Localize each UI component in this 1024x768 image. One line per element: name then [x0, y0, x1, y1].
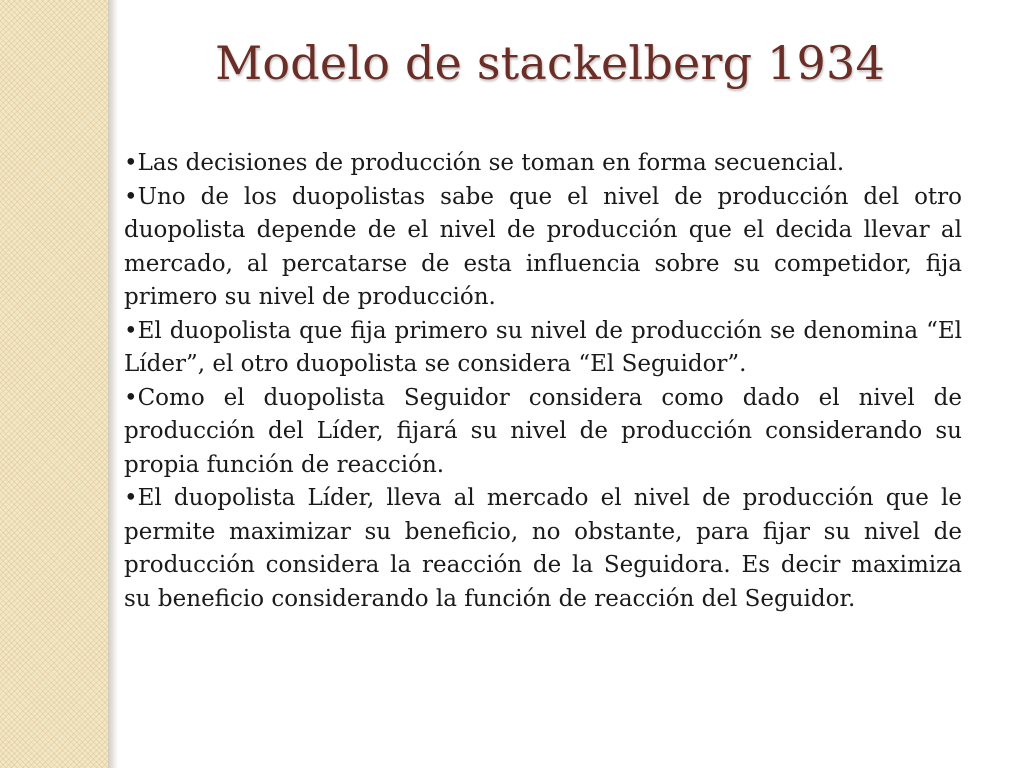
side-band-shadow — [108, 0, 118, 768]
bullet-item — [124, 482, 962, 616]
bullet-marker: • — [124, 183, 138, 210]
slide-body — [124, 147, 962, 616]
bullet-item — [124, 181, 962, 315]
bullet-text: El duopolista Líder, lleva al mercado el nivel de producción que le permite maximizar su beneficio, no obstante, para fijar su nivel de producción considera la reacción de la Seguidora. Es decir maximiza su beneficio considerando la función de reacción del Seguidor. — [124, 485, 962, 612]
bullet-text: Las decisiones de producción se toman en forma secuencial. — [137, 150, 845, 176]
bullet-marker: • — [124, 317, 138, 344]
bullet-marker: • — [124, 150, 138, 176]
bullet-item — [124, 315, 962, 382]
slide-title: Modelo de stackelberg 1934 — [215, 36, 885, 90]
bullet-text: Uno de los duopolistas sabe que el nivel de producción del otro duopolista depende de el nivel de producción que el decida llevar al mercado, al percatarse de esta influencia sobre su competidor, fija primero su nivel de producción. — [124, 183, 962, 310]
bullet-item — [124, 382, 962, 483]
bullet-text: Como el duopolista Seguidor considera como dado el nivel de producción del Líder, fijará su nivel de producción considerando su propia función de reacción. — [124, 384, 962, 478]
bullet-text: El duopolista que fija primero su nivel de producción se denomina “El Líder”, el otro duopolista se considera “El Seguidor”. — [124, 317, 962, 377]
bullet-marker: • — [124, 485, 138, 511]
bullet-item — [124, 147, 962, 181]
bullet-marker: • — [124, 384, 138, 411]
decorative-side-band — [0, 0, 108, 768]
